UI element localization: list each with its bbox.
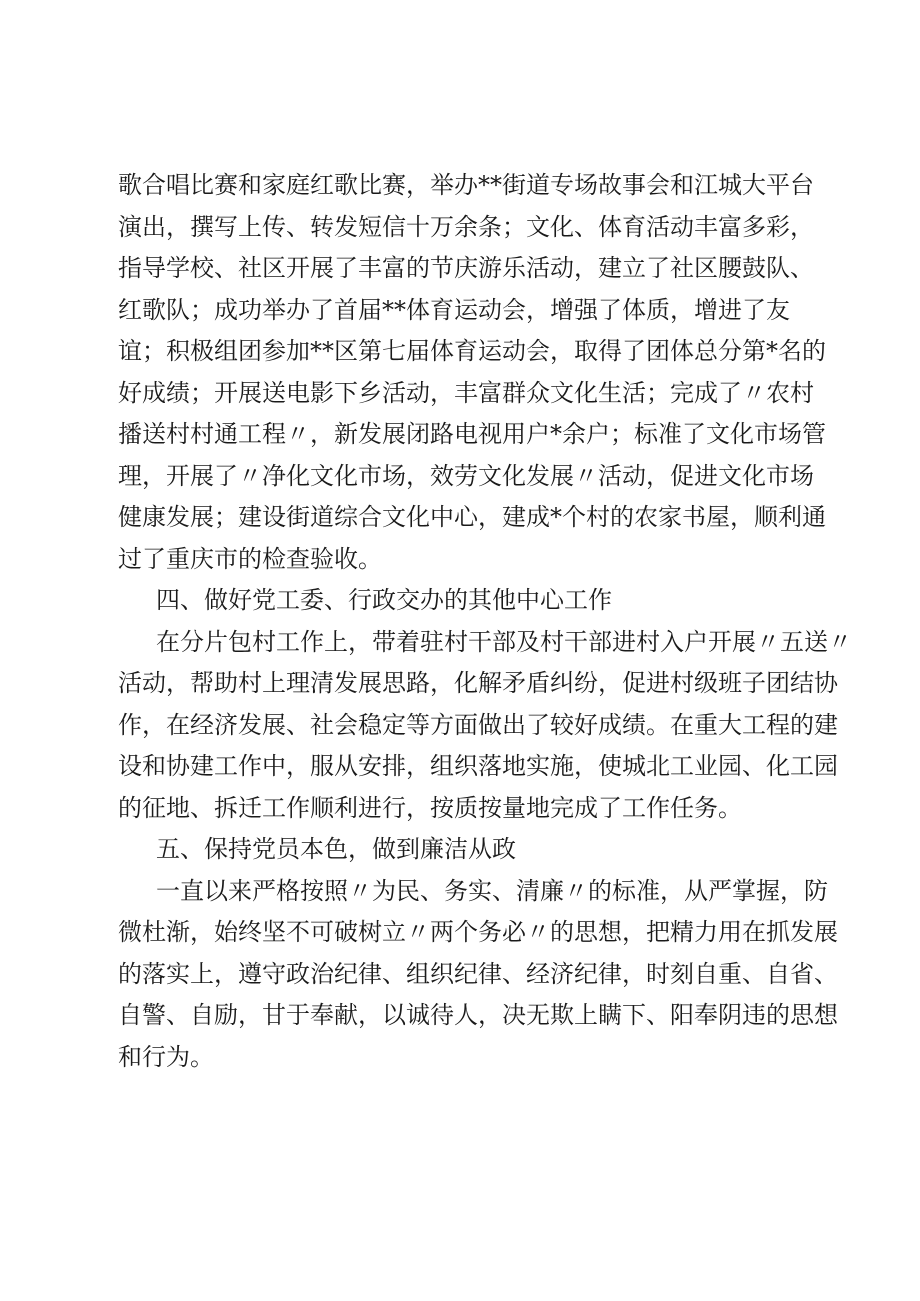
text-line: 指导学校、社区开展了丰富的节庆游乐活动，建立了社区腰鼓队、 xyxy=(118,254,814,282)
text-line: 作，在经济发展、社会稳定等方面做出了较好成绩。在重大工程的建 xyxy=(118,710,838,739)
text-line: 健康发展；建设街道综合文化中心，建成*个村的农家书屋，顺利通 xyxy=(118,503,826,531)
text-line: 过了重庆市的检查验收。 xyxy=(118,544,382,573)
text-line: 理，开展了〃净化文化市场，效劳文化发展〃活动，促进文化市场 xyxy=(118,461,814,490)
text-line: 播送村村通工程〃，新发展闭路电视用户*余户；标准了文化市场管 xyxy=(118,420,826,448)
text-line: 自警、自励，甘于奉献，以诚待人，决无欺上瞒下、阳奉阴违的思想 xyxy=(118,1001,838,1029)
text-line: 微杜渐，始终坚不可破树立〃两个务必〃的思想，把精力用在抓发展 xyxy=(118,918,838,946)
text-line: 谊；积极组团参加**区第七届体育运动会，取得了团体总分第*名的 xyxy=(118,337,826,365)
body-text xyxy=(118,165,852,1078)
section-heading: 四、做好党工委、行政交办的其他中心工作 xyxy=(156,586,612,614)
text-line: 在分片包村工作上，带着驻村干部及村干部进村入户开展〃五送〃 xyxy=(156,627,852,656)
text-line: 一直以来严格按照〃为民、务实、清廉〃的标准，从严掌握，防 xyxy=(156,876,828,905)
text-line: 活动，帮助村上理清发展思路，化解矛盾纠纷，促进村级班子团结协 xyxy=(118,669,838,697)
text-line: 演出，撰写上传、转发短信十万余条；文化、体育活动丰富多彩， xyxy=(118,212,814,241)
text-line: 好成绩；开展送电影下乡活动，丰富群众文化生活；完成了〃农村 xyxy=(118,378,814,407)
text-line: 的落实上，遵守政治纪律、组织纪律、经济纪律，时刻自重、自省、 xyxy=(118,959,838,988)
text-line: 和行为。 xyxy=(118,1042,214,1071)
text-line: 歌合唱比赛和家庭红歌比赛，举办**街道专场故事会和江城大平台 xyxy=(118,171,814,199)
text-line: 设和协建工作中，服从安排，组织落地实施，使城北工业园、化工园 xyxy=(118,752,838,780)
text-line: 的征地、拆迁工作顺利进行，按质按量地完成了工作任务。 xyxy=(118,793,742,822)
text-line: 红歌队；成功举办了首届**体育运动会，增强了体质，增进了友 xyxy=(118,295,790,324)
section-heading: 五、保持党员本色，做到廉洁从政 xyxy=(156,835,516,863)
